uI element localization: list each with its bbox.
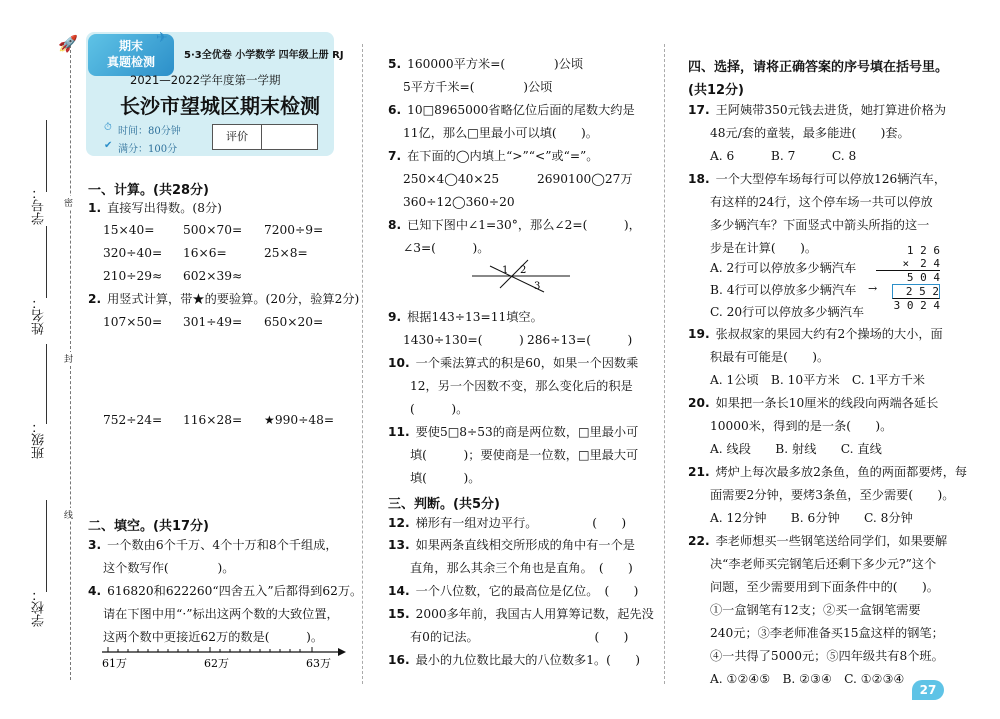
question-text: ①一盒钢笔有12支；②买一盒钢笔需要 [710,603,921,617]
question-text: A. 6 B. 7 C. 8 [710,149,857,163]
question-line [88,200,222,216]
question-line [388,148,598,164]
question-text: 要使5□8÷53的商是两位数，□里最小可 [415,425,639,439]
question-line [88,291,359,307]
question-number: 13. [388,538,410,552]
question-text: 决“李老师买完钢笔后还剩下多少元?”这个 [710,557,937,571]
seal-mark-3: 线 [64,508,73,521]
question-line [183,268,242,284]
question-number: 15. [388,607,410,621]
badge-line-1: 期末 [118,39,143,53]
question-text: 已知下图中∠1=30°，那么∠2=( )， [407,218,641,232]
question-text: A. 12分钟 B. 6分钟 C. 8分钟 [710,511,913,525]
question-line [183,245,227,261]
question-text: 三、判断。(共5分) [388,497,500,512]
question-text: B. 4行可以停放多少辆汽车 [710,283,857,297]
question-text: 填( )；要使商是一位数，□里最大可 [410,448,639,462]
question-line [183,222,242,238]
section-heading [688,79,744,98]
question-text: 一个乘法算式的积是60，如果一个因数乘 [415,356,639,370]
question-text: ④一共得了5000元；⑤四年级共有8个班。 [710,649,944,663]
question-text: 301÷49= [183,315,243,329]
question-number: 8. [388,218,402,232]
question-number: 2. [88,292,102,306]
question-text: 这个数写作( )。 [103,561,235,575]
question-line [403,125,598,141]
question-line [264,245,308,261]
question-text: 616820和622260“四舍五入”后都得到62万。 [107,584,363,598]
number-line [100,644,350,670]
question-line [688,102,946,118]
question-number: 9. [388,310,402,324]
question-line [103,245,162,261]
blank-line-name [46,226,47,298]
question-line [388,583,638,599]
question-line [264,412,334,428]
question-text: 步是在计算( )。 [710,241,818,255]
question-line [183,412,242,428]
question-text: 烤炉上每次最多放2条鱼，鱼的两面都要烤，每 [715,465,968,479]
question-line [388,606,654,622]
question-line [537,171,633,187]
question-number: 10. [388,356,410,370]
numberline-label-62: 62万 [204,657,229,670]
question-line [388,102,635,118]
question-line [388,537,635,553]
question-line [88,537,338,553]
question-line [388,217,641,233]
question-line [88,583,362,599]
question-text: 有0的记法。 ( ) [410,630,629,644]
question-line [710,125,910,141]
question-text: 25×8= [264,246,308,260]
question-text: 直角，那么其余三个角也是直角。 ( ) [410,561,633,575]
question-text: 填( )。 [410,471,481,485]
question-text: 360÷12◯360÷20 [403,195,515,209]
question-text: 11亿，那么□里最小可以填( )。 [403,126,598,140]
series-label: 5·3全优卷 小学数学 四年级上册 RJ [184,50,344,61]
question-line [103,560,234,576]
question-text: 在下面的◯内填上“>”“<”或“=”。 [407,149,599,163]
question-line [688,395,938,411]
page-number: 27 [912,680,944,700]
name-label: 姓名： [32,296,47,335]
seal-mark-1: 密 [64,196,73,209]
question-line [527,332,632,348]
question-number: 21. [688,465,710,479]
section-heading [388,493,500,512]
question-number: 18. [688,172,710,186]
question-text: 240元；③李老师准备买15盒这样的钢笔； [710,626,944,640]
question-line [403,171,499,187]
question-text: 1430÷130=( ) [403,333,524,347]
exam-time: 时间：80分钟 [118,126,181,137]
question-line [710,217,929,233]
question-number: 19. [688,327,710,341]
question-text: 5平方千米=( )公顷 [403,80,553,94]
question-text: 107×50= [103,315,163,329]
question-line [403,240,489,256]
question-text: 320÷40= [103,246,163,260]
question-line [688,326,943,342]
question-text: 7200÷9= [264,223,324,237]
question-line [710,579,939,595]
question-line [410,378,633,394]
blank-line-school [46,500,47,592]
question-text: C. 20行可以停放多少辆汽车 [710,305,865,319]
question-text: 160000平方米=( )公顷 [407,57,584,71]
question-line [710,194,933,210]
question-line [183,314,242,330]
question-text: 2690100◯27万 [537,172,633,186]
question-line [388,652,640,668]
question-text: 48元/套的童装，最多能进( )套。 [710,126,910,140]
question-line [688,464,967,480]
exam-title: 长沙市望城区期末检测 [120,94,320,118]
question-text: 500×70= [183,223,243,237]
question-line [710,648,944,664]
question-text: 多少辆汽车？下面竖式中箭头所指的这一 [710,218,930,232]
section-heading [88,515,209,534]
question-line [710,148,856,164]
question-line [410,560,633,576]
question-line [710,441,882,457]
question-text: 根据143÷13=11填空。 [407,310,543,324]
question-text: 一个大型停车场每行可以停放126辆汽车， [715,172,947,186]
question-text: 210÷29≈ [103,269,163,283]
question-line [710,671,904,687]
question-line [710,349,829,365]
check-icon: ✔ [104,140,113,151]
question-line [103,314,162,330]
question-line [688,533,947,549]
question-text: 15×40= [103,223,155,237]
question-text: 286÷13=( ) [527,333,633,347]
question-number: 11. [388,425,410,439]
question-text: A. 2行可以停放多少辆汽车 [710,261,857,275]
question-line [710,240,817,256]
question-text: 王阿姨带350元钱去进货，她打算进价格为 [715,103,947,117]
clock-icon: ⏱ [104,122,112,133]
question-number: 22. [688,534,710,548]
angle-label-2: 2 [520,265,527,276]
rocket-badge-icon: ✈ [156,30,168,46]
question-number: 17. [688,103,710,117]
school-year: 2021—2022学年度第一学期 [130,73,281,87]
question-line [388,309,543,325]
question-text: 如果两条直线相交所形成的角中有一个是 [415,538,635,552]
question-line [103,222,154,238]
question-text: A. ①②④⑤ B. ②③④ C. ①②③④ [710,672,905,686]
question-text: 四、选择，请将正确答案的序号填在括号里。 [688,60,949,75]
question-text: 问题，至少需要用到下面条件中的( )。 [710,580,939,594]
question-text: 10□8965000省略亿位后面的尾数大约是 [407,103,635,117]
question-text: 用竖式计算，带★的要验算。(20分，验算2分) [107,292,360,306]
calc-row-5: 3 0 2 4 [893,299,940,312]
question-line [403,332,524,348]
question-line [710,260,856,276]
numberline-label-63: 63万 [306,657,331,670]
question-line [688,171,946,187]
question-text: 梯形有一组对边平行。 ( ) [415,516,627,530]
question-line [410,401,468,417]
section-heading [88,179,209,198]
question-text: 二、填空。(共17分) [88,519,209,534]
question-text: (共12分) [688,83,744,98]
question-number: 12. [388,516,410,530]
question-text: 602×39≈ [183,269,243,283]
question-text: 10000米，得到的是一条( )。 [710,419,893,433]
question-line [388,515,626,531]
question-line [410,629,628,645]
question-text: A. 线段 B. 射线 C. 直线 [710,442,882,456]
eval-label: 评价 [213,125,262,149]
question-line [410,447,638,463]
question-line [103,606,339,622]
angle-label-1: 1 [502,265,509,276]
blank-line-class [46,344,47,424]
question-text: 如果把一条长10厘米的线段向两端各延长 [715,396,939,410]
exam-score: 满分：100分 [118,144,178,155]
question-line [403,79,552,95]
question-text: 积最有可能是( )。 [710,350,830,364]
question-line [103,629,323,645]
question-line [710,625,944,641]
question-line [710,510,913,526]
numberline-label-61: 61万 [102,657,127,670]
question-text: 一、计算。(共28分) [88,183,209,198]
calc-row-1: 1 2 6 [906,244,940,257]
question-line [710,372,925,388]
question-line [103,268,162,284]
angle-label-3: 3 [534,281,541,292]
school-label: 学校： [32,588,47,627]
vertical-calculation [876,244,940,312]
column-divider-2 [664,44,665,684]
angle-figure [470,258,580,298]
question-line [710,487,954,503]
question-text: 250×4◯40×25 [403,172,500,186]
question-text: 这两个数中更接近62万的数是( )。 [103,630,324,644]
question-number: 7. [388,149,402,163]
question-line [264,222,323,238]
question-line [710,602,921,618]
question-text: A. 1公顷 B. 10平方米 C. 1平方千米 [710,373,925,387]
question-number: 14. [388,584,410,598]
question-line [403,194,515,210]
question-text: ★990÷48= [264,413,335,427]
student-no-label: 学号： [32,186,47,225]
question-number: 3. [88,538,102,552]
question-number: 16. [388,653,410,667]
question-number: 4. [88,584,102,598]
question-number: 6. [388,103,402,117]
badge-line-2: 真题检测 [106,55,155,69]
question-line [710,418,892,434]
question-line [388,424,638,440]
question-text: 最小的九位数比最大的八位数多1。( ) [415,653,641,667]
question-line [388,56,583,72]
question-text: 12，另一个因数不变，那么变化后的积是 [410,379,633,393]
question-text: 2000多年前，我国古人用算筹记数，起先没 [415,607,654,621]
question-line [264,314,323,330]
question-line [710,282,856,298]
question-text: 752÷24= [103,413,163,427]
calc-row-2: × 2 4 [876,257,940,271]
question-text: 请在下图中用“·”标出这两个数的大致位置， [103,607,339,621]
question-text: 一个数由6个千万、4个十万和8个千组成， [107,538,338,552]
question-text: ∠3=( )。 [403,241,490,255]
question-text: 有这样的24行，这个停车场一共可以停放 [710,195,933,209]
question-text: ( )。 [410,402,469,416]
question-text: 李老师想买一些钢笔送给同学们，如果要解 [715,534,948,548]
calc-row-4: 2 5 2 [892,284,940,299]
seal-mark-2: 封 [64,352,73,365]
rocket-icon: 🚀 [58,34,78,53]
question-text: 650×20= [264,315,324,329]
arrow-icon: → [868,282,878,295]
question-line [388,355,638,371]
class-label: 班级： [32,420,47,459]
question-text: 直接写出得数。(8分) [107,201,222,215]
eval-box[interactable] [212,124,318,150]
question-number: 5. [388,57,402,71]
question-number: 1. [88,201,102,215]
question-line [710,304,864,320]
question-text: 一个八位数，它的最高位是亿位。 ( ) [415,584,639,598]
blank-line-student-no [46,120,47,192]
question-text: 张叔叔家的果园大约有2个操场的大小，面 [715,327,943,341]
question-line [710,556,936,572]
question-line [410,470,480,486]
calc-row-3: 5 0 4 [906,271,940,284]
question-number: 20. [688,396,710,410]
section-heading [688,56,948,75]
question-text: 面需要2分钟，要烤3条鱼，至少需要( )。 [710,488,955,502]
question-text: 116×28= [183,413,243,427]
question-text: 16×6= [183,246,227,260]
question-line [103,412,162,428]
